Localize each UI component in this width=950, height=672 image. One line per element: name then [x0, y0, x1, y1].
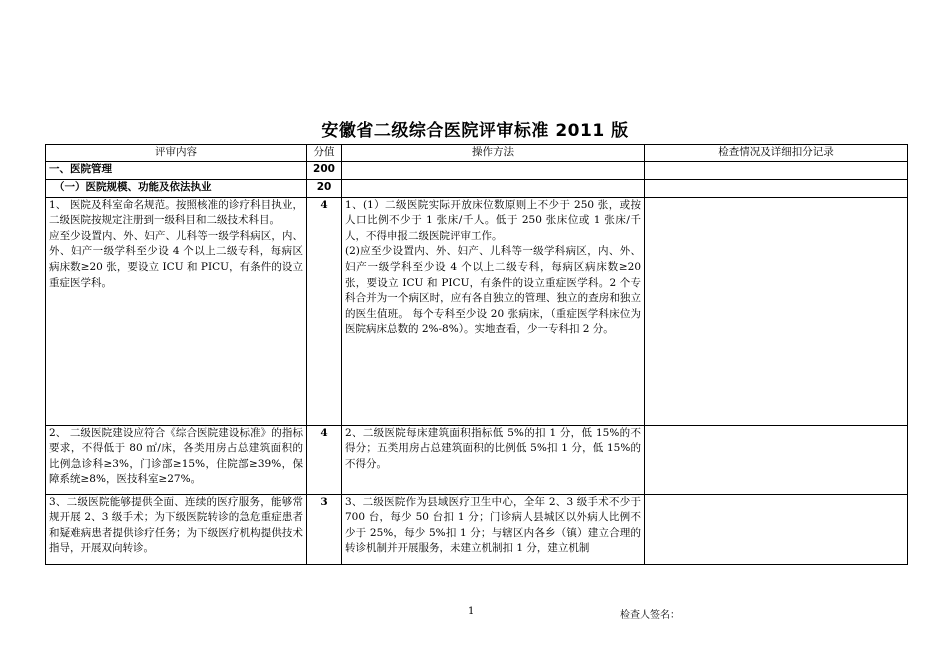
score-cell: 3 — [307, 494, 342, 564]
content-text: 2、 二级医院建设应符合《综合医院建设标准》的指标要求，不得低于 80 ㎡/床，各类用房占总建筑面积的比例急诊科≥3%，门诊部≥15%，住院部≥39%，保障系统≥8%，医技科室≥27%。 — [49, 426, 303, 486]
section-row — [46, 161, 908, 179]
section-method-cell — [342, 161, 645, 179]
record-cell[interactable] — [645, 425, 908, 494]
header-content: 评审内容 — [46, 145, 307, 162]
header-method: 操作方法 — [342, 145, 645, 162]
content-text: 1、 医院及科室命名规范。按照核准的诊疗科目执业，二级医院按规定注册到一级科目和二级技术科目。 — [49, 198, 303, 227]
method-text: 3、二级医院作为县域医疗卫生中心，全年 2、3 级手术不少于 700 台，每少 50 台扣 1 分；门诊病人县城区以外病人比例不少于 25%，每少 5%扣 1 分；与辖区内各乡（镇）建立合理的转诊机制并开展服务，未建立机制扣 1 分，建立机制 — [345, 495, 641, 555]
signature-label: 检查人签名： — [620, 610, 680, 621]
header-score: 分值 — [307, 145, 342, 162]
document-title: 安徽省二级综合医院评审标准 2011 版 — [321, 121, 629, 141]
page-number: 1 — [468, 606, 475, 617]
score-cell: 4 — [307, 425, 342, 494]
method-text: (2)应至少设置内、外、妇产、儿科等一级学科病区，内、外、妇产一级学科至少设 4 个以上二级专科，每病区病床数≥20 张，要设立 ICU 和 PICU，有条件的设立重症医学科。2 个专科合并为一个病区时，应有各自独立的管理、独立的查房和独立的医生值班。 每个专科至少设 20 张病床，（重症医学科床位为医院病床总数的 2%-8%）。实地查看，少一专科扣 2 分。 — [345, 245, 641, 336]
subsection-record-cell — [645, 179, 908, 197]
header-record: 检查情况及详细扣分记录 — [645, 145, 908, 162]
subsection-score: 20 — [307, 179, 342, 197]
content-cell — [46, 494, 307, 564]
content-text: 应至少设置内、外、妇产、儿科等一级学科病区，内、外、妇产一级学科至少设 4 个以上二级专科，每病区病床数≥20 张，要设立 ICU 和 PICU，有条件的设立重症医学科。 — [49, 229, 303, 289]
table-header-row — [46, 145, 908, 162]
method-text: 2、二级医院每床建筑面积指标低 5%的扣 1 分，低 15%的不得分；五类用房占总建筑面积的比例低 5%扣 1 分，低 15%的不得分。 — [345, 426, 641, 470]
method-cell — [342, 197, 645, 425]
score-cell: 4 — [307, 197, 342, 425]
content-text: 3、二级医院能够提供全面、连续的医疗服务，能够常规开展 2、3 级手术；为下级医院转诊的急危重症患者和疑难病患者提供诊疗任务；为下级医疗机构提供技术指导，开展双向转诊。 — [49, 495, 303, 555]
table-row — [46, 425, 908, 494]
subsection-method-cell — [342, 179, 645, 197]
subsection-label: （一）医院规模、功能及依法执业 — [46, 179, 307, 197]
method-cell — [342, 425, 645, 494]
evaluation-table — [45, 144, 908, 565]
section-label: 一、医院管理 — [46, 161, 307, 179]
method-cell — [342, 494, 645, 564]
section-score: 200 — [307, 161, 342, 179]
method-text: 1、(1）二级医院实际开放床位数原则上不少于 250 张，或按人口比例不少于 1 张床/千人。低于 250 张床位或 1 张床/千人，不得申报二级医院评审工作。 — [345, 198, 641, 242]
content-cell — [46, 197, 307, 425]
record-cell[interactable] — [645, 197, 908, 425]
section-record-cell — [645, 161, 908, 179]
subsection-row — [46, 179, 908, 197]
table-row — [46, 494, 908, 564]
table-row — [46, 197, 908, 425]
record-cell[interactable] — [645, 494, 908, 564]
content-cell — [46, 425, 307, 494]
